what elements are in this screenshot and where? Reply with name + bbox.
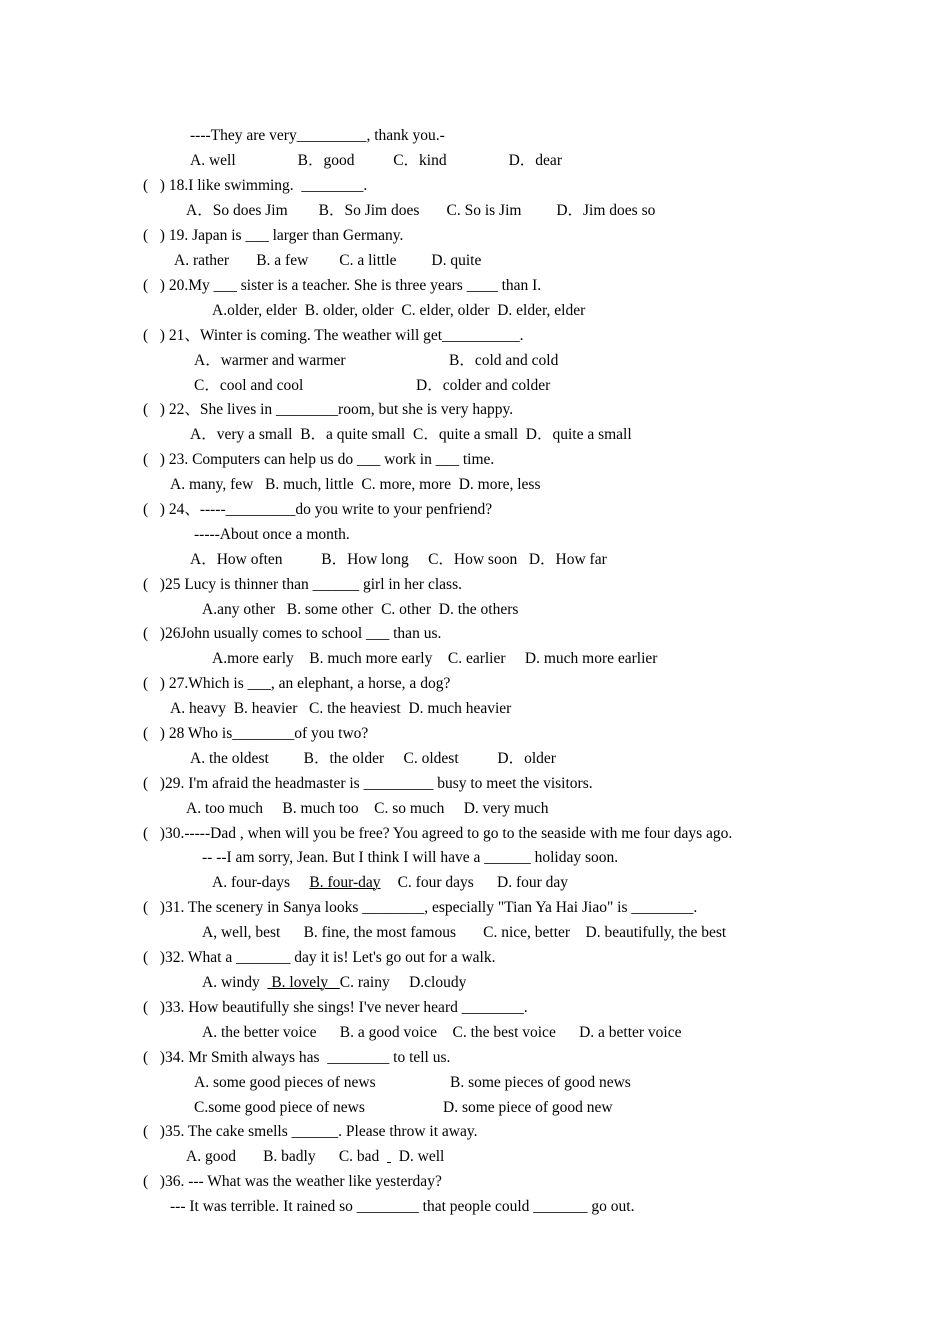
- q18-question: ( ) 18.I like swimming. ________.: [143, 177, 368, 194]
- q30-option-b: B. four-day: [309, 874, 381, 891]
- q32-option-cd: C. rainy D.cloudy: [339, 974, 467, 991]
- q21-question: ( ) 21、Winter is coming. The weather will get__________.: [143, 327, 524, 344]
- q34-option-b: B. some pieces of good news: [450, 1074, 631, 1091]
- q27-question: ( ) 27.Which is ___, an elephant, a horse, a dog?: [143, 675, 451, 692]
- q24-question: ( ) 24、-----_________do you write to your penfriend?: [143, 501, 493, 518]
- q30-options: [212, 873, 568, 893]
- q31-options: A, well, best B. fine, the most famous C. nice, better D. beautifully, the best: [202, 924, 727, 941]
- q30-question: ( )30.-----Dad , when will you be free? You agreed to go to the seaside with me four days ago.: [143, 825, 733, 842]
- q21-option-a: A．warmer and warmer: [194, 352, 346, 369]
- q26-options: A.more early B. much more early C. earlier D. much more earlier: [212, 650, 658, 667]
- q35-option-abc: A. good B. badly C. bad: [186, 1148, 388, 1165]
- q33-question: ( )33. How beautifully she sings! I've never heard ________.: [143, 999, 528, 1016]
- q19-question: ( ) 19. Japan is ___ larger than Germany.: [143, 227, 404, 244]
- q35-options: [186, 1147, 444, 1167]
- q24-options: A．How often B．How long C．How soon D．How far: [190, 551, 607, 568]
- q34-option-d: D. some piece of good new: [443, 1099, 613, 1116]
- q32-options: [202, 973, 466, 993]
- q34-question: ( )34. Mr Smith always has ________ to tell us.: [143, 1049, 451, 1066]
- q26-question: ( )26John usually comes to school ___ than us.: [143, 625, 442, 642]
- q22-options: A．very a small B．a quite small C．quite a small D．quite a small: [190, 426, 632, 443]
- q17-options: A. well B．good C．kind D．dear: [190, 152, 562, 169]
- q35-option-d: D. well: [390, 1148, 445, 1165]
- q25-question: ( )25 Lucy is thinner than ______ girl in her class.: [143, 576, 462, 593]
- q28-question: ( ) 28 Who is________of you two?: [143, 725, 369, 742]
- q32-question: ( )32. What a _______ day it is! Let's go out for a walk.: [143, 949, 496, 966]
- q21-option-b: B．cold and cold: [449, 352, 559, 369]
- q19-options: A. rather B. a few C. a little D. quite: [174, 252, 482, 269]
- q22-question: ( ) 22、She lives in ________room, but she is very happy.: [143, 401, 514, 418]
- q24-reply: -----About once a month.: [194, 526, 350, 543]
- q30-option-cd: C. four days D. four day: [397, 874, 569, 891]
- q28-options: A. the oldest B．the older C. oldest D．older: [190, 750, 556, 767]
- q21-option-d: D．colder and colder: [416, 377, 551, 394]
- q20-question: ( ) 20.My ___ sister is a teacher. She is three years ____ than I.: [143, 277, 542, 294]
- q18-options: A．So does Jim B．So Jim does C. So is Jim D．Jim does so: [186, 202, 656, 219]
- q35-question: ( )35. The cake smells ______. Please throw it away.: [143, 1123, 478, 1140]
- q31-question: ( )31. The scenery in Sanya looks ________, especially "Tian Ya Hai Jiao" is ________.: [143, 899, 698, 916]
- q36-question: ( )36. --- What was the weather like yesterday?: [143, 1173, 442, 1190]
- q17-answer-line: ----They are very_________, thank you.-: [190, 127, 445, 144]
- q30-reply: -- --I am sorry, Jean. But I think I will have a ______ holiday soon.: [202, 849, 619, 866]
- q25-options: A.any other B. some other C. other D. the others: [202, 601, 519, 618]
- q21-option-c: C．cool and cool: [194, 377, 304, 394]
- q29-options: A. too much B. much too C. so much D. very much: [186, 800, 549, 817]
- q29-question: ( )29. I'm afraid the headmaster is _________ busy to meet the visitors.: [143, 775, 593, 792]
- q34-option-c: C.some good piece of news: [194, 1099, 365, 1116]
- q23-options: A. many, few B. much, little C. more, more D. more, less: [170, 476, 541, 493]
- q32-option-b: B. lovely: [267, 974, 340, 991]
- q27-options: A. heavy B. heavier C. the heaviest D. much heavier: [170, 700, 512, 717]
- q23-question: ( ) 23. Computers can help us do ___ work in ___ time.: [143, 451, 495, 468]
- q33-options: A. the better voice B. a good voice C. the best voice D. a better voice: [202, 1024, 682, 1041]
- q36-reply: --- It was terrible. It rained so ________ that people could _______ go out.: [170, 1198, 635, 1215]
- q34-option-a: A. some good pieces of news: [194, 1074, 376, 1091]
- q32-option-a: A. windy: [202, 974, 268, 991]
- q30-option-a: A. four-days: [212, 874, 310, 891]
- q20-options: A.older, elder B. older, older C. elder, older D. elder, elder: [212, 302, 586, 319]
